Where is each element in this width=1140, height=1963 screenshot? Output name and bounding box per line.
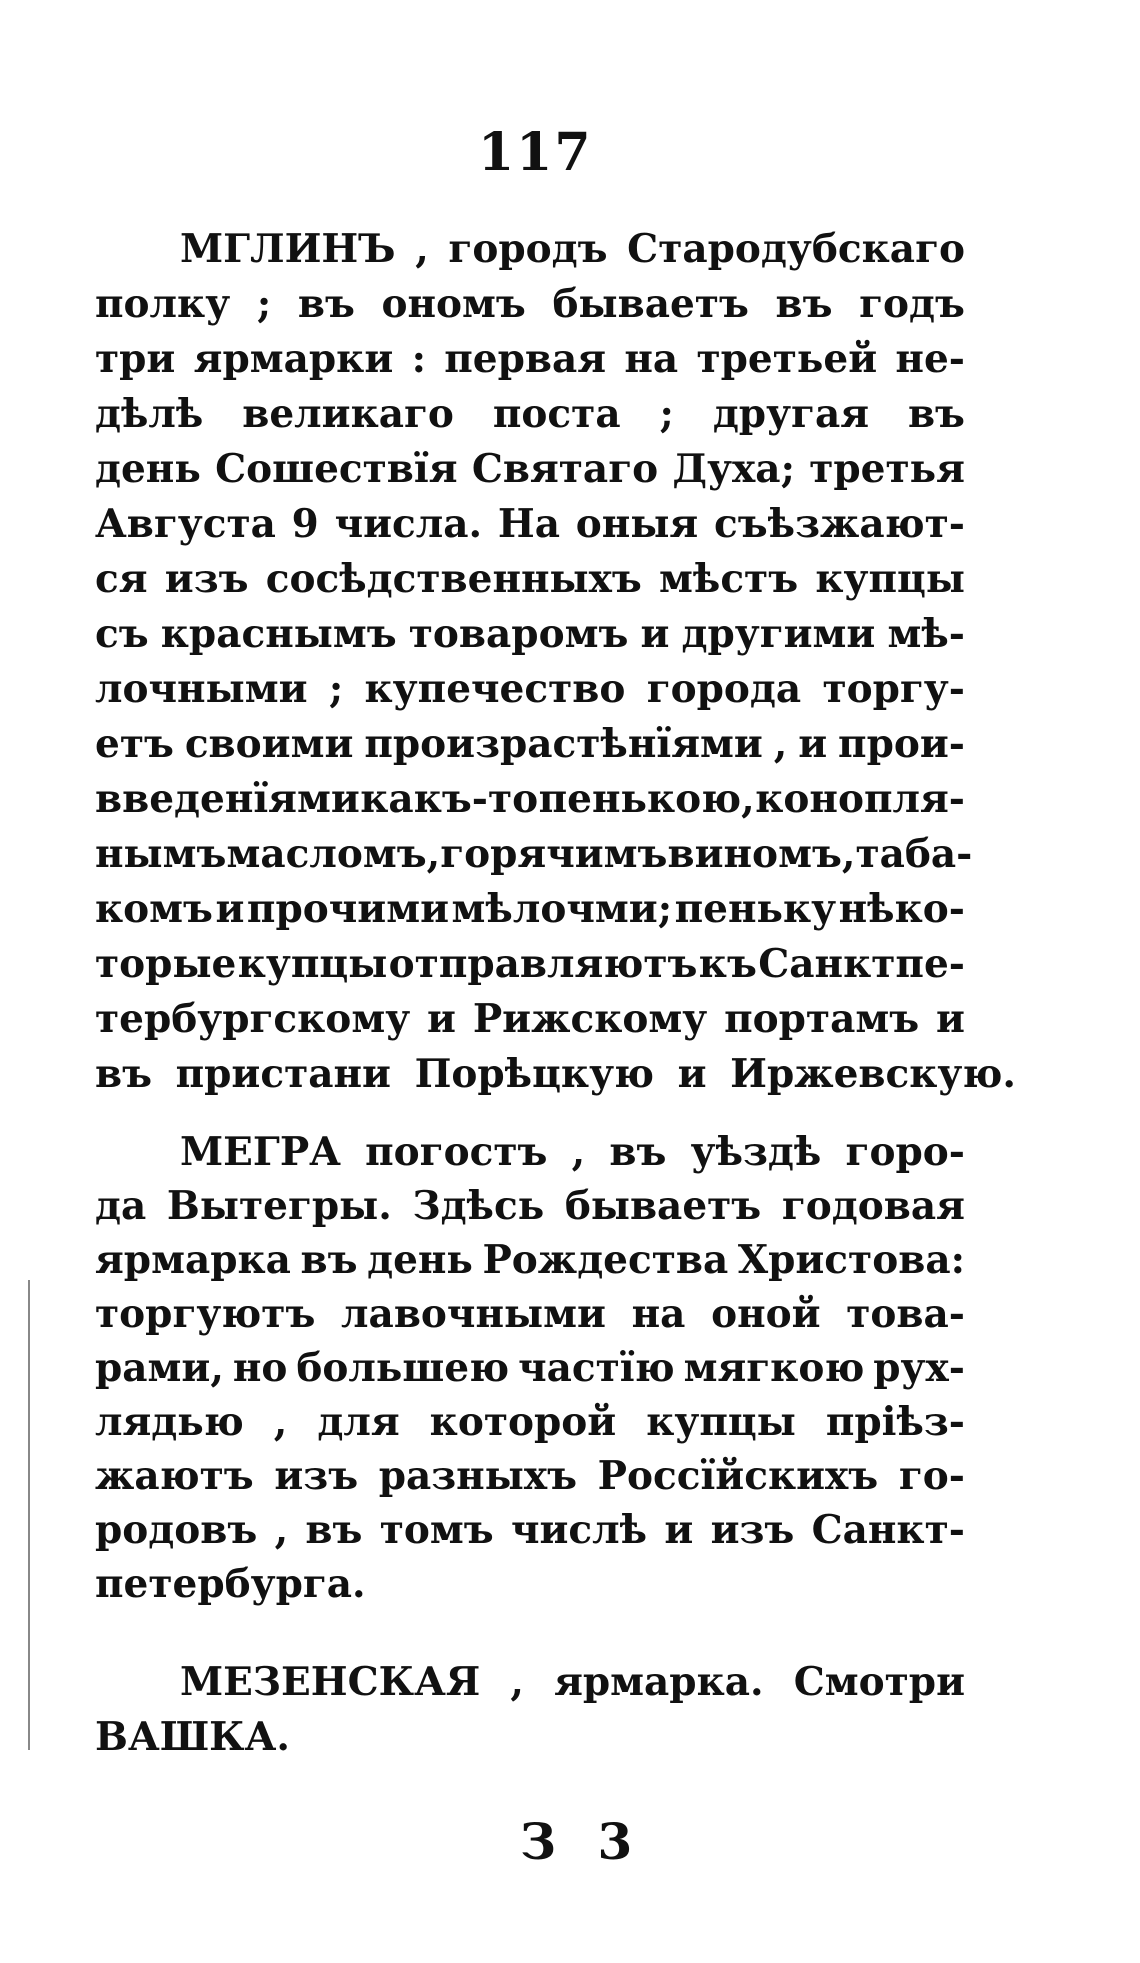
page-edge-line bbox=[28, 1280, 30, 1750]
entry-mezenskaya bbox=[95, 1655, 965, 1765]
text-line: петербурга. bbox=[95, 1561, 366, 1607]
text-line: тербургскому и Рижскому портамъ и bbox=[95, 996, 965, 1042]
text-line: етъ своими произрастѣнїями , и прои- bbox=[95, 721, 965, 767]
text-line: МГЛИНЪ , городъ Стародубскаго bbox=[180, 226, 965, 272]
text-line: полку ; въ ономъ бываетъ въ годъ bbox=[95, 281, 965, 327]
signature-mark: З 3 bbox=[520, 1812, 645, 1871]
text-line: МЕГРА погостъ , въ уѣздѣ горо- bbox=[180, 1129, 965, 1175]
text-line: день Сошествїя Святаго Духа; третья bbox=[95, 446, 965, 492]
text-line: лядью , для которой купцы прiѣз- bbox=[95, 1399, 965, 1445]
text-line: съ краснымъ товаромъ и другими мѣ- bbox=[95, 611, 965, 657]
text-line: три ярмарки : первая на третьей не- bbox=[95, 336, 965, 382]
text-line: жаютъ изъ разныхъ Россїйскихъ го- bbox=[95, 1453, 965, 1499]
text-line: ВАШКА. bbox=[95, 1714, 290, 1760]
text-line: нымъ масломъ, горячимъ виномъ, таба- bbox=[95, 831, 973, 877]
text-line: ся изъ сосѣдственныхъ мѣстъ купцы bbox=[95, 556, 965, 602]
entry-mglin bbox=[95, 222, 1016, 1102]
text-line: въ пристани Порѣцкую и Иржевскую. bbox=[95, 1051, 1016, 1097]
text-line: торые купцы отправляютъ къ Санктпе- bbox=[95, 941, 965, 987]
text-line: Августа 9 числа. На оныя съѣзжают- bbox=[95, 501, 965, 547]
text-line: родовъ , въ томъ числѣ и изъ Санкт- bbox=[95, 1507, 965, 1553]
text-line: дѣлѣ великаго поста ; другая въ bbox=[95, 391, 965, 437]
text-line: введенїями какъ-то пенькою, конопля- bbox=[95, 776, 965, 822]
entry-megra bbox=[95, 1125, 965, 1611]
text-line: МЕЗЕНСКАЯ , ярмарка. Смотри bbox=[180, 1659, 965, 1705]
text-line: торгуютъ лавочными на оной това- bbox=[95, 1291, 965, 1337]
text-line: ярмарка въ день Рождества Христова: bbox=[95, 1237, 965, 1283]
text-line: рами, но большею частїю мягкою рух- bbox=[95, 1345, 965, 1391]
text-line: да Вытегры. Здѣсь бываетъ годовая bbox=[95, 1183, 965, 1229]
text-line: комъ и прочими мѣлочми; пеньку нѣко- bbox=[95, 886, 965, 932]
text-line: лочными ; купечество города торгу- bbox=[95, 666, 965, 712]
page-number: 117 bbox=[478, 122, 593, 183]
